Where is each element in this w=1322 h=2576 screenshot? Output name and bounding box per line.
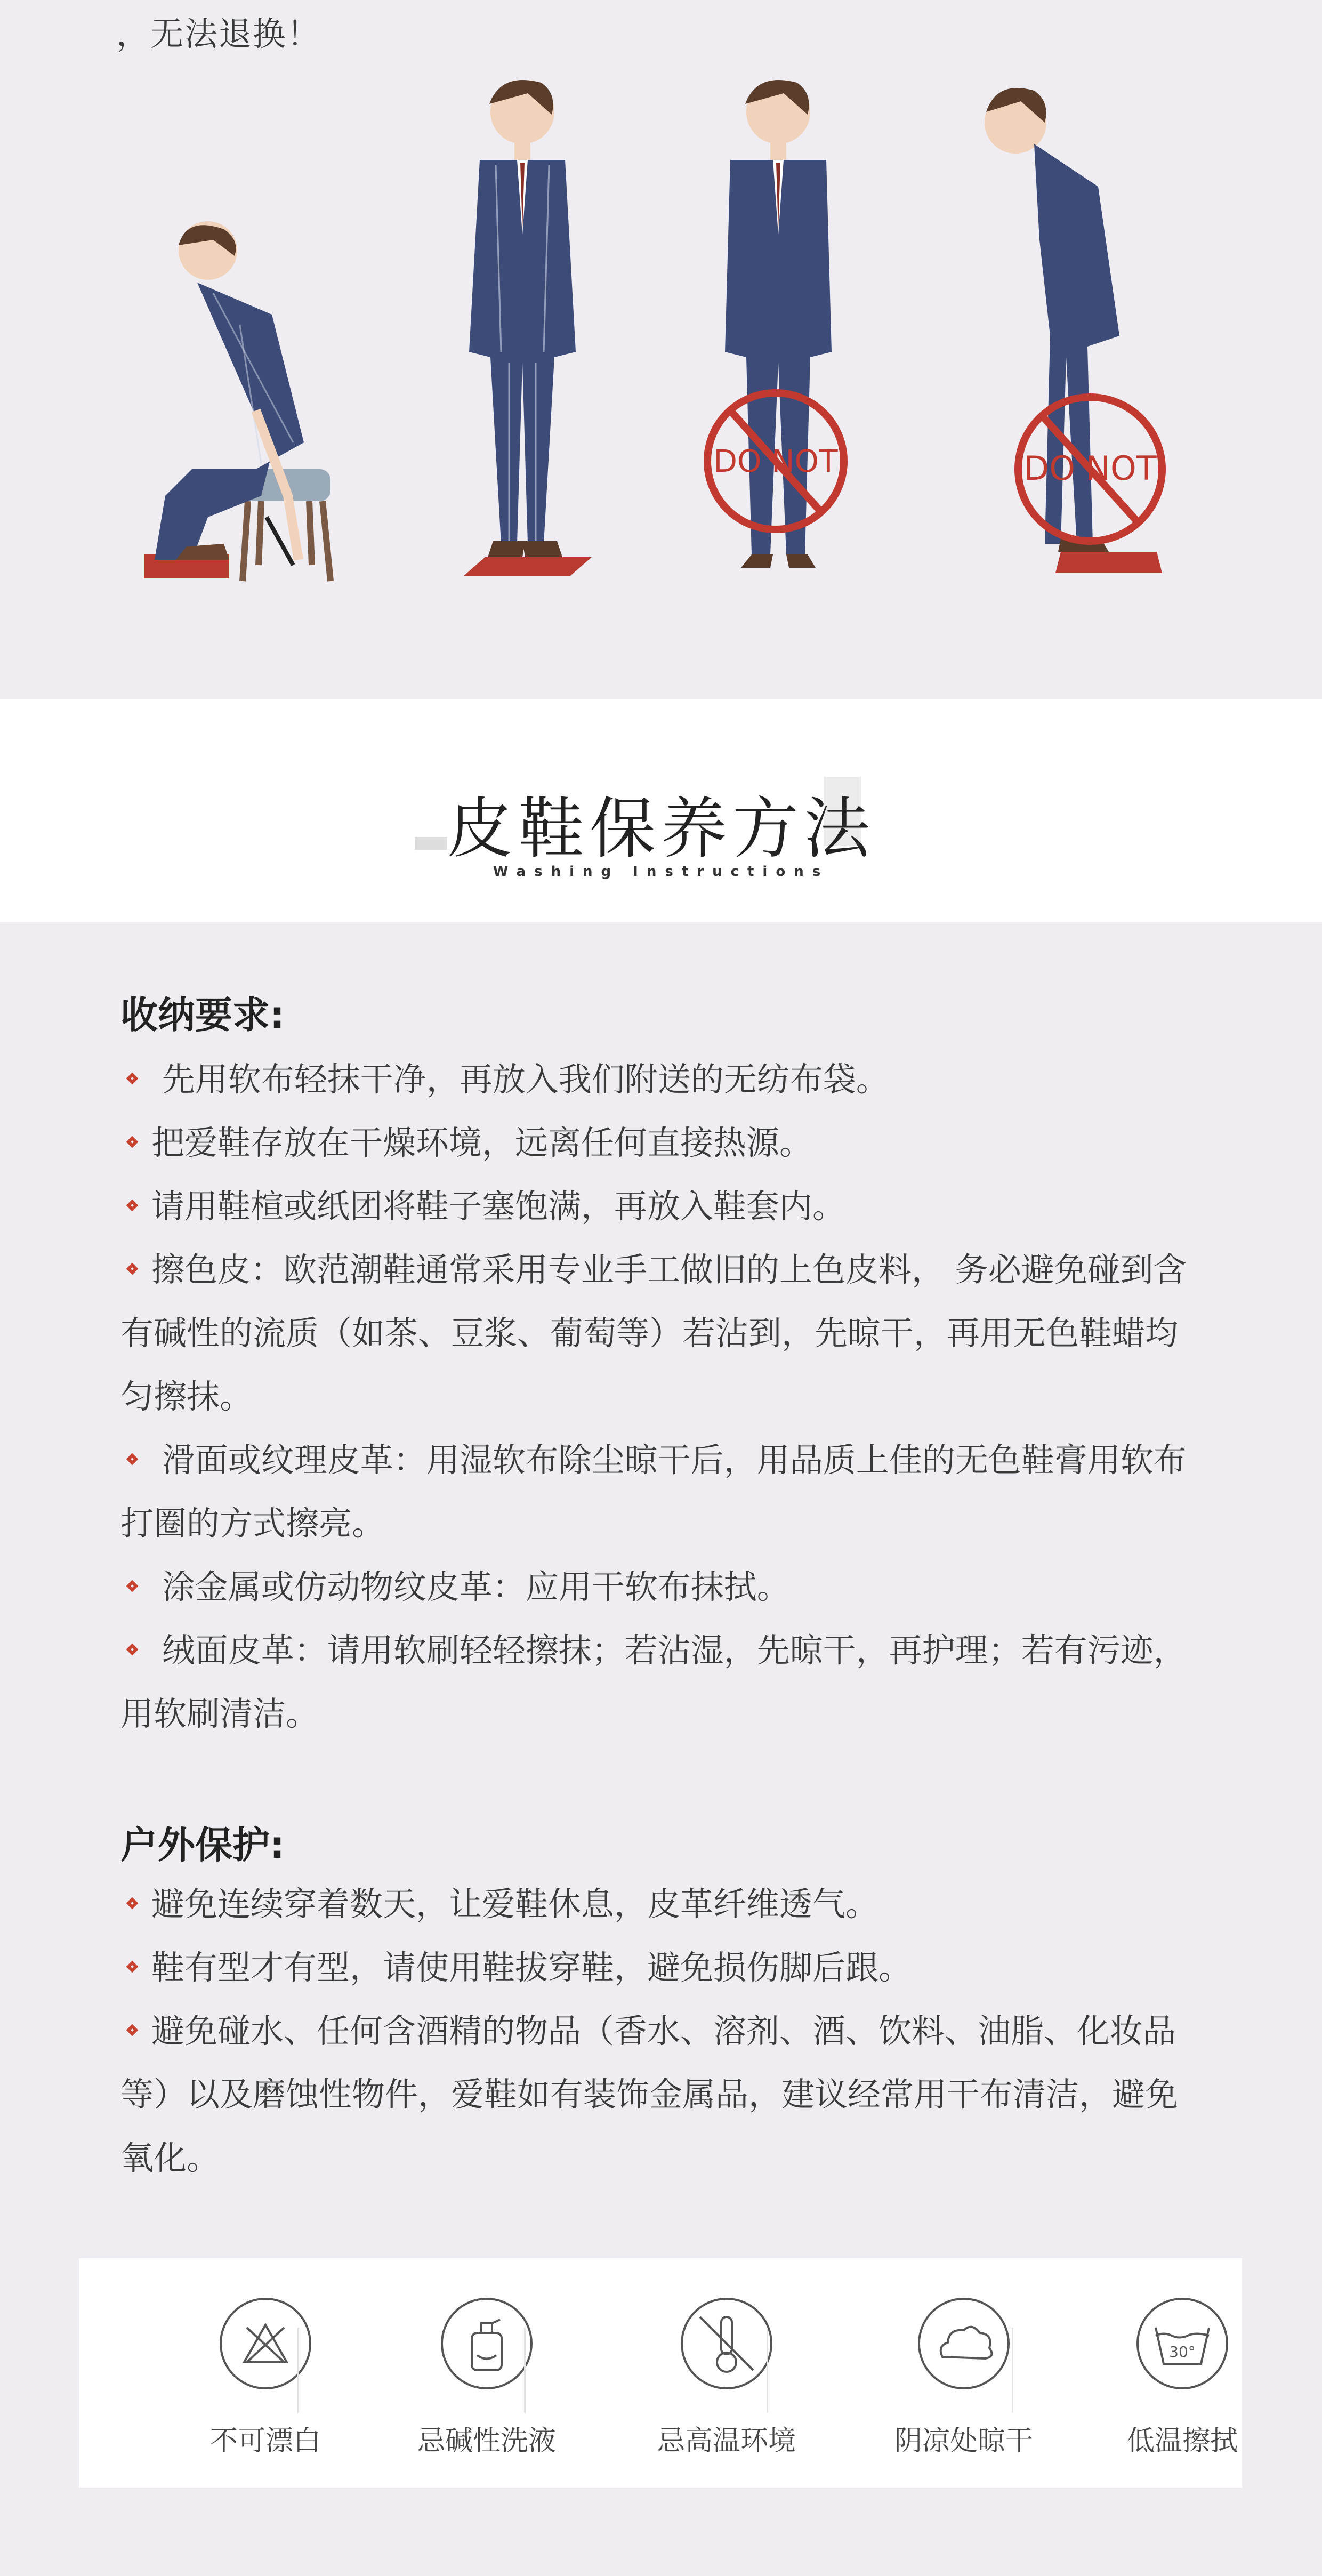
- illustration-section: [0, 0, 1322, 699]
- diamond-bullet-icon: [126, 1263, 139, 1275]
- care-label: 阴凉处晾干: [894, 2425, 1033, 2457]
- care-label: 不可漂白: [209, 2425, 321, 2457]
- do-not-text: DO NOT: [713, 443, 838, 479]
- standing-figure-illustration: [442, 75, 602, 586]
- care-item-shade-dry: [884, 2258, 1044, 2488]
- diamond-bullet-icon: [126, 1200, 139, 1212]
- divider: [297, 2328, 299, 2413]
- list-item: 滑面或纹理皮革：用湿软布除尘晾干后，用品质上佳的无色鞋膏用软布打圈的方式擦亮。: [120, 1440, 1187, 1543]
- care-item-no-high-temp: [647, 2258, 807, 2488]
- list-item: 避免连续穿着数天，让爱鞋休息，皮革纤维透气。: [120, 1872, 1203, 1936]
- care-label: 低温擦拭: [1126, 2425, 1238, 2457]
- care-item-no-alkaline: [407, 2258, 567, 2488]
- do-not-text: DO NOT: [1023, 449, 1157, 488]
- list-item: 绒面皮革：请用软刷轻轻擦抹；若沾湿，先晾干，再护理；若有污迹，用软刷清洁。: [120, 1631, 1187, 1733]
- care-item-low-temp-wipe: [1126, 2258, 1238, 2488]
- divider: [1012, 2328, 1013, 2413]
- list-item: 擦色皮：欧范潮鞋通常采用专业手工做旧的上色皮料， 务必避免碰到含有碱性的流质（如茶、豆浆、葡萄等）若沾到，先晾干，再用无色鞋蜡均匀擦抹。: [120, 1250, 1187, 1416]
- care-icons-panel: [79, 2258, 1242, 2488]
- list-item: 请用鞋楦或纸团将鞋子塞饱满，再放入鞋套内。: [120, 1174, 1203, 1238]
- care-label: 忌碱性洗液: [417, 2425, 556, 2457]
- divider: [524, 2328, 526, 2413]
- diamond-bullet-icon: [126, 1961, 139, 1973]
- diamond-bullet-icon: [126, 1580, 139, 1592]
- low-temp-wipe-icon: [1134, 2296, 1230, 2392]
- outdoor-heading: 户外保护:: [120, 1823, 285, 1867]
- list-item: 先用软布轻抹干净，再放入我们附送的无纺布袋。: [120, 1048, 1203, 1111]
- diamond-bullet-icon: [126, 1453, 139, 1466]
- list-item: 避免碰水、任何含酒精的物品（香水、溶剂、酒、饮料、油脂、化妆品等）以及磨蚀性物件，爱鞋如有装饰金属品，建议经常用干布清洁，避免氧化。: [120, 2011, 1179, 2177]
- do-not-stand-figure-illustration: [698, 75, 858, 586]
- list-item: 鞋有型才有型，请使用鞋拔穿鞋，避免损伤脚后跟。: [120, 1936, 1203, 1999]
- no-bleach-icon: [217, 2296, 313, 2392]
- storage-heading: 收纳要求:: [120, 993, 285, 1037]
- seated-shoe-figure-illustration: [133, 219, 357, 592]
- page-subtitle: Washing Instructions: [493, 864, 829, 880]
- do-not-lean-figure-illustration: [960, 80, 1183, 592]
- list-item: 把爱鞋存放在干燥环境，远离任何直接热源。: [120, 1111, 1203, 1174]
- care-label: 忌高温环境: [657, 2425, 796, 2457]
- list-item: 涂金属或仿动物纹皮革：应用干软布抹拭。: [120, 1555, 1203, 1619]
- return-policy-note: ，无法退换！: [116, 14, 321, 53]
- shade-dry-icon: [916, 2296, 1012, 2392]
- no-high-temperature-icon: [679, 2296, 775, 2392]
- divider: [767, 2328, 768, 2413]
- no-alkaline-detergent-icon: [439, 2296, 535, 2392]
- diamond-bullet-icon: [126, 1644, 139, 1656]
- page-title: 皮鞋保养方法: [446, 791, 875, 867]
- diamond-bullet-icon: [126, 1897, 139, 1910]
- diamond-bullet-icon: [126, 1136, 139, 1148]
- care-item-no-bleach: [186, 2258, 345, 2488]
- diamond-bullet-icon: [126, 2024, 139, 2036]
- temperature-text: 30°: [1169, 2343, 1196, 2361]
- diamond-bullet-icon: [126, 1073, 139, 1085]
